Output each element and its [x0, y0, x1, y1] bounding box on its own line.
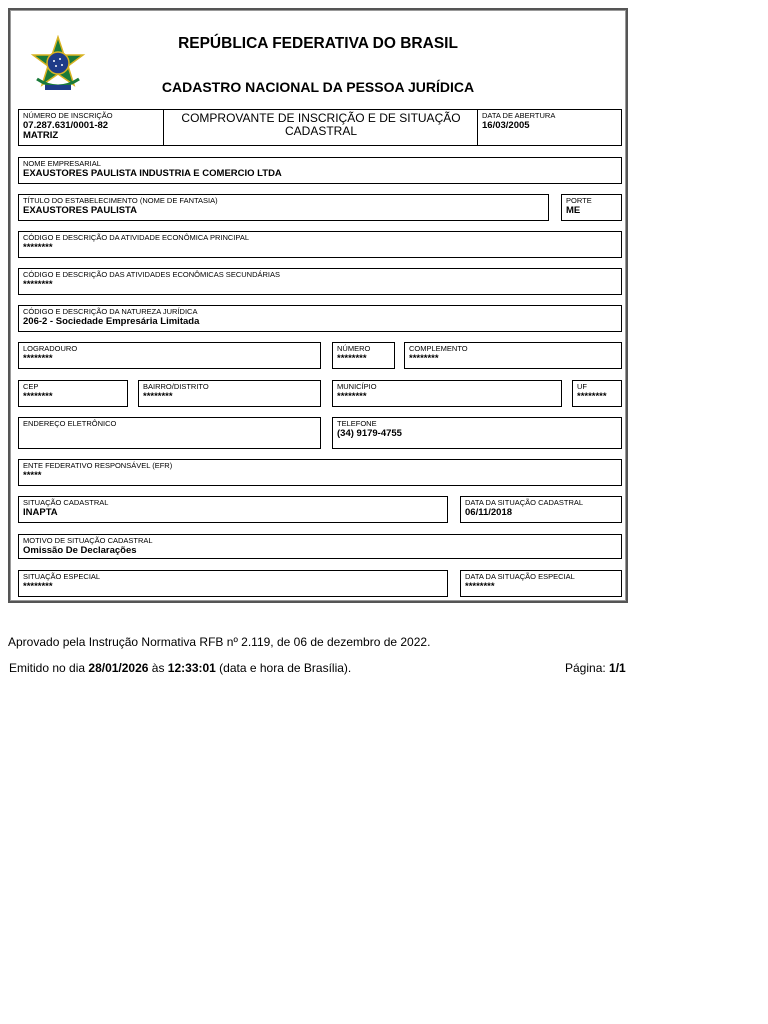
pagina-label: Página: — [565, 661, 610, 675]
nome-empresarial-label: NOME EMPRESARIAL — [23, 159, 101, 168]
email-field — [18, 417, 321, 449]
page-subtitle: CADASTRO NACIONAL DA PESSOA JURÍDICA — [161, 79, 475, 95]
efr-label: ENTE FEDERATIVO RESPONSÁVEL (EFR) — [23, 461, 173, 470]
situacao-especial-value: ******** — [23, 581, 53, 592]
situacao-cadastral-field — [18, 496, 448, 523]
uf-field — [572, 380, 622, 407]
email-label: ENDEREÇO ELETRÔNICO — [23, 419, 117, 428]
titulo-estabelecimento-label: TÍTULO DO ESTABELECIMENTO (NOME DE FANTASIA) — [23, 196, 218, 205]
natureza-juridica-field — [18, 305, 622, 332]
document-frame — [8, 8, 628, 603]
emitido-suffix: (data e hora de Brasília). — [215, 661, 352, 675]
matriz-value: MATRIZ — [23, 130, 59, 141]
bairro-value: ******** — [143, 391, 173, 402]
complemento-value: ******** — [409, 353, 439, 364]
data-abertura-value: 16/03/2005 — [482, 120, 530, 131]
page-title: REPÚBLICA FEDERATIVA DO BRASIL — [178, 35, 458, 52]
uf-value: ******** — [577, 391, 607, 402]
emitido-time: 12:33:01 — [167, 661, 216, 675]
emitido-mid: às — [148, 661, 168, 675]
natureza-juridica-label: CÓDIGO E DESCRIÇÃO DA NATUREZA JURÍDICA — [23, 307, 198, 316]
numero-label: NÚMERO — [337, 344, 371, 353]
data-abertura-label: DATA DE ABERTURA — [482, 111, 556, 120]
atividades-secundarias-value: ******** — [23, 279, 53, 290]
atividade-principal-label: CÓDIGO E DESCRIÇÃO DA ATIVIDADE ECONÔMICA PRINCIPAL — [23, 233, 250, 242]
efr-value: ***** — [23, 470, 42, 481]
municipio-field — [332, 380, 562, 407]
porte-label: PORTE — [566, 196, 592, 205]
bairro-field — [138, 380, 321, 407]
titulo-estabelecimento-value: EXAUSTORES PAULISTA — [23, 205, 138, 216]
situacao-especial-label: SITUAÇÃO ESPECIAL — [23, 572, 101, 581]
atividades-secundarias-label: CÓDIGO E DESCRIÇÃO DAS ATIVIDADES ECONÔMICAS SECUNDÁRIAS — [23, 270, 280, 279]
telefone-label: TELEFONE — [337, 419, 377, 428]
motivo-situacao-value: Omissão De Declarações — [23, 545, 137, 556]
atividades-secundarias-field — [18, 268, 622, 295]
motivo-situacao-label: MOTIVO DE SITUAÇÃO CADASTRAL — [23, 536, 153, 545]
atividade-principal-field — [18, 231, 622, 258]
numero-field — [332, 342, 395, 369]
data-situacao-especial-value: ******** — [465, 581, 495, 592]
comprovante-title-box — [163, 109, 479, 146]
telefone-field — [332, 417, 622, 449]
municipio-value: ******** — [337, 391, 367, 402]
uf-label: UF — [577, 382, 587, 391]
data-situacao-cadastral-field — [460, 496, 622, 523]
data-situacao-cadastral-value: 06/11/2018 — [465, 507, 513, 518]
emitido-text — [9, 661, 351, 675]
situacao-especial-field — [18, 570, 448, 597]
efr-field — [18, 459, 622, 486]
porte-field — [561, 194, 622, 221]
municipio-label: MUNICÍPIO — [337, 382, 377, 391]
bairro-label: BAIRRO/DISTRITO — [143, 382, 209, 391]
numero-value: ******** — [337, 353, 367, 364]
nome-empresarial-field — [18, 157, 622, 184]
logradouro-label: LOGRADOURO — [23, 344, 78, 353]
complemento-label: COMPLEMENTO — [409, 344, 468, 353]
data-situacao-especial-field — [460, 570, 622, 597]
cep-value: ******** — [23, 391, 53, 402]
cep-field — [18, 380, 128, 407]
logradouro-value: ******** — [23, 353, 53, 364]
cep-label: CEP — [23, 382, 39, 391]
atividade-principal-value: ******** — [23, 242, 53, 253]
complemento-field — [404, 342, 622, 369]
aprovado-text: Aprovado pela Instrução Normativa RFB nº 2.119, de 06 de dezembro de 2022. — [8, 635, 431, 649]
data-situacao-cadastral-label: DATA DA SITUAÇÃO CADASTRAL — [465, 498, 584, 507]
situacao-cadastral-value: INAPTA — [23, 507, 58, 518]
porte-value: ME — [566, 205, 581, 216]
emitido-prefix: Emitido no dia — [9, 661, 89, 675]
data-abertura-field — [477, 109, 622, 146]
logradouro-field — [18, 342, 321, 369]
comprovante-title: COMPROVANTE DE INSCRIÇÃO E DE SITUAÇÃO CADASTRAL — [181, 111, 461, 138]
nome-empresarial-value: EXAUSTORES PAULISTA INDUSTRIA E COMERCIO LTDA — [23, 168, 282, 179]
pagina-value: 1/1 — [609, 661, 626, 675]
motivo-situacao-field — [18, 534, 622, 559]
numero-inscricao-label: NÚMERO DE INSCRIÇÃO — [23, 111, 113, 120]
situacao-cadastral-label: SITUAÇÃO CADASTRAL — [23, 498, 109, 507]
numero-inscricao-field — [18, 109, 165, 146]
telefone-value: (34) 9179-4755 — [337, 428, 402, 439]
data-situacao-especial-label: DATA DA SITUAÇÃO ESPECIAL — [465, 572, 575, 581]
natureza-juridica-value: 206-2 - Sociedade Empresária Limitada — [23, 316, 200, 327]
emitido-date: 28/01/2026 — [88, 661, 149, 675]
pagina-text — [565, 661, 626, 675]
numero-inscricao-value: 07.287.631/0001-82 — [23, 120, 109, 131]
titulo-estabelecimento-field — [18, 194, 549, 221]
